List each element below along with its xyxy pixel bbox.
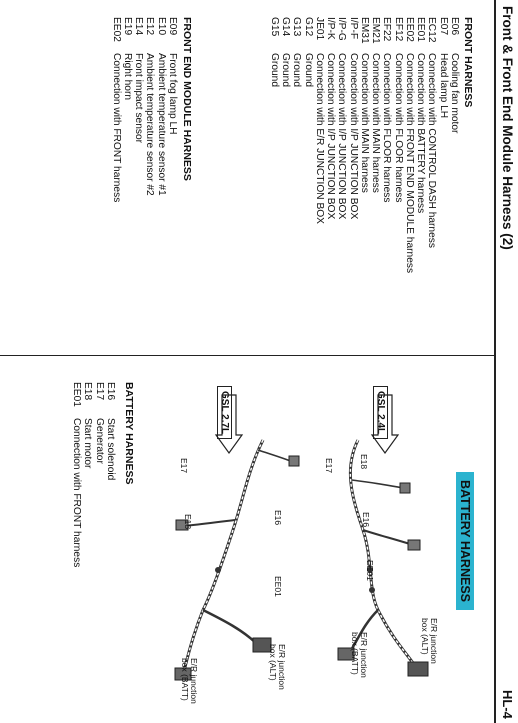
item-code: EE01 [415, 17, 427, 42]
list-item [314, 17, 325, 224]
list-item [94, 382, 105, 464]
item-description: Front fog lamp LH [167, 53, 178, 135]
battery-harness-list-heading: BATTERY HARNESS [123, 382, 135, 485]
battery-harness-badge: BATTERY HARNESS [456, 472, 474, 610]
list-item [404, 17, 415, 273]
diag27-label-e17: E17 [179, 458, 189, 474]
diag27-jbox-alt-line1: E/R junction [277, 644, 287, 690]
diag27-jbox-batt-line1: E/R junction [189, 658, 199, 704]
item-code: G12 [302, 17, 314, 37]
diag27-label-e16: E16 [273, 510, 283, 526]
list-item [449, 17, 460, 133]
list-item [359, 17, 370, 193]
diag24-jbox-batt [350, 632, 368, 678]
list-item [105, 382, 116, 480]
item-code: E16 [105, 382, 116, 401]
list-item [122, 17, 133, 100]
list-item [438, 17, 449, 118]
item-code: EF12 [392, 17, 404, 42]
list-item [370, 17, 381, 193]
item-description: Ground [302, 53, 314, 87]
list-item [303, 17, 314, 87]
item-description: Connection with I/P JUNCTION BOX [347, 53, 359, 220]
diag24-jbox-alt [420, 618, 438, 664]
item-code: E18 [82, 382, 94, 401]
item-description: Ambient temperature sensor #2 [144, 53, 156, 196]
item-description: Connection with I/P JUNCTION BOX [325, 53, 337, 220]
list-item [111, 17, 122, 202]
list-item [71, 382, 82, 567]
item-description: Start motor [82, 418, 94, 469]
column-divider [0, 355, 495, 356]
diag24-label-e18: E18 [359, 454, 369, 470]
list-item [325, 17, 336, 219]
item-description: Connection with BATTERY harness [415, 53, 427, 214]
page-code: HL-4 [500, 690, 515, 719]
item-description: Connection with E/R JUNCTION BOX [314, 53, 325, 224]
item-description: Generator [93, 418, 105, 464]
item-description: Ground [269, 53, 280, 87]
list-item [415, 17, 426, 213]
item-code: I/P-K [325, 17, 337, 40]
list-item [133, 17, 144, 143]
list-item [337, 17, 348, 219]
item-description: Head lamp LH [437, 53, 449, 119]
item-code: E14 [133, 17, 145, 36]
diag24-label-e17: E17 [324, 458, 334, 474]
list-item [83, 382, 94, 468]
list-item [167, 17, 178, 135]
item-code: EM21 [370, 17, 382, 44]
item-code: I/P-F [347, 17, 359, 40]
front-end-module-heading: FRONT END MODULE HARNESS [181, 17, 193, 181]
item-code: EE02 [110, 17, 122, 42]
item-description: Right horn [122, 53, 133, 101]
diag24-jbox-batt-line2: box (BATT) [350, 632, 360, 675]
item-code: E19 [122, 17, 133, 36]
item-description: Cooling fan motor [449, 53, 460, 134]
diag24-jbox-alt-line2: box (ALT) [420, 618, 430, 655]
item-code: G15 [269, 17, 280, 37]
diag24-label-e16: E16 [361, 512, 371, 528]
item-code: I/P-G [336, 17, 348, 41]
list-item [348, 17, 359, 219]
harness-24-diagram [328, 440, 458, 720]
item-description: Connection with MAIN harness [370, 53, 382, 193]
item-description: Ambient temperature sensor #1 [155, 53, 167, 196]
item-description: Connection with FRONT harness [71, 418, 83, 568]
diag24-jbox-batt-line1: E/R junction [359, 632, 369, 678]
item-code: E12 [144, 17, 156, 36]
item-code: E07 [437, 17, 449, 36]
diag27-jbox-alt-line2: box (ALT) [268, 644, 278, 681]
list-item [393, 17, 404, 203]
list-item [292, 17, 303, 87]
front-harness-heading: FRONT HARNESS [462, 17, 474, 108]
item-code: EE02 [404, 17, 415, 42]
item-code: EF22 [381, 17, 393, 42]
item-description: Connection with CONTROL DASH harness [426, 53, 438, 248]
item-description: Connection with FRONT harness [110, 53, 122, 203]
item-code: E06 [449, 17, 460, 36]
item-description: Connection with FRONT END MODULE harness [404, 53, 415, 274]
item-description: Connection with FLOOR harness [392, 53, 404, 203]
item-code: EM31 [359, 17, 370, 44]
list-item [280, 17, 291, 87]
item-code: E09 [167, 17, 178, 36]
gsl-27-label: GSL 2.7L [217, 386, 232, 439]
item-description: Connection with I/P JUNCTION BOX [336, 53, 348, 220]
diag24-label-ee01: EE01 [365, 560, 375, 581]
item-code: G13 [291, 17, 303, 37]
diag27-jbox-batt [180, 658, 198, 704]
item-code: E10 [155, 17, 167, 36]
item-code: JE01 [314, 17, 325, 41]
item-description: Connection with MAIN harness [359, 53, 370, 193]
list-item [427, 17, 438, 248]
item-description: Ground [280, 53, 292, 87]
header-rule [495, 0, 497, 723]
page-title: Front & Front End Module Harness (2) [500, 6, 515, 250]
diag27-label-e18: E18 [183, 514, 193, 530]
list-item [269, 17, 280, 87]
item-description: Start solenoid [105, 418, 116, 481]
list-item [382, 17, 393, 203]
diag27-jbox-batt-line2: box (BATT) [180, 658, 190, 701]
list-item [145, 17, 156, 196]
gsl-24-label: GSL 2.4L [373, 386, 388, 439]
item-description: Connection with FLOOR harness [381, 53, 393, 203]
item-code: G14 [280, 17, 292, 37]
item-description: Ground [291, 53, 303, 87]
item-code: EE01 [71, 382, 83, 407]
list-item [156, 17, 167, 196]
item-description: Front impact sensor [133, 53, 145, 144]
diag24-jbox-alt-line1: E/R junction [429, 618, 439, 664]
item-code: E17 [93, 382, 105, 401]
diag27-label-ee01: EE01 [273, 576, 283, 597]
item-code: EC12 [426, 17, 438, 43]
diag27-jbox-alt [268, 644, 286, 690]
